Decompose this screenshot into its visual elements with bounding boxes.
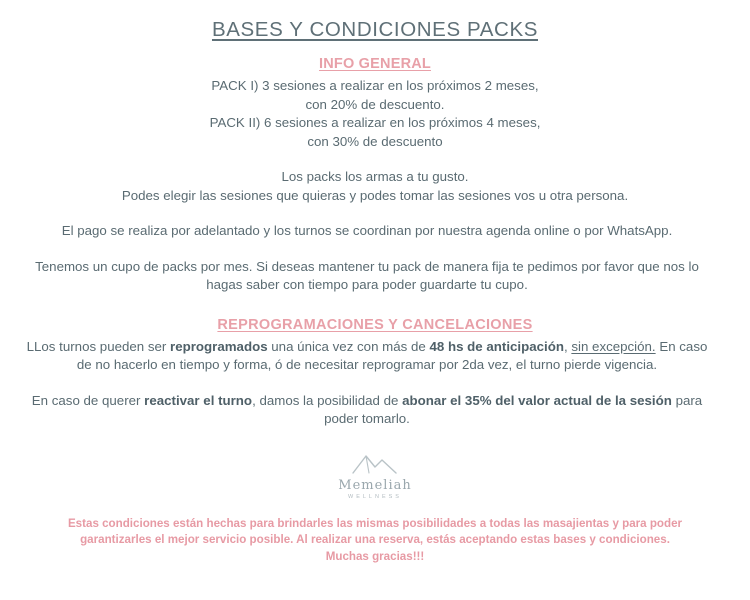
footer-note xyxy=(55,516,695,566)
reprog-bold-1: reprogramados xyxy=(170,338,268,354)
cupo-paragraph: Tenemos un cupo de packs por mes. Si deseas mantener tu pack de manera fija te pedimos por favor que nos lo hagas saber con tiempo para poder guardarte tu cupo. xyxy=(35,258,699,292)
reactivacion-paragraph xyxy=(22,392,712,429)
brand-subtitle: WELLNESS xyxy=(348,493,402,500)
pack-line-3: PACK II) 6 sesiones a realizar en los próximos 4 meses, xyxy=(209,115,541,130)
pack-line-2: con 20% de descuento. xyxy=(305,96,445,112)
react-text-3: para poder tomarlo. xyxy=(324,392,703,426)
reprog-text-2: una única vez con más de xyxy=(267,338,430,354)
brand-name: Memeliah xyxy=(338,477,412,493)
reprog-text-4: En caso de no hacerlo en tiempo y forma, ó de necesitar reprogramar por 2da vez, el turno pierde vigencia. xyxy=(76,338,708,372)
reprog-bold-2: 48 hs de anticipación xyxy=(429,338,564,354)
reprog-text-1: LLos turnos pueden ser xyxy=(26,338,171,354)
pack-line-1: PACK I) 3 sesiones a realizar en los próximos 2 meses, xyxy=(211,78,539,93)
section-heading-reprogramaciones: REPROGRAMACIONES Y CANCELACIONES xyxy=(217,316,533,333)
reprog-text-3: , xyxy=(563,338,572,354)
footer-line-1: Estas condiciones están hechas para brindarles las mismas posibilidades a todas las masajientas y para poder xyxy=(67,516,683,530)
react-bold-1: reactivar el turno xyxy=(144,392,253,408)
react-text-1: En caso de querer xyxy=(31,392,145,408)
page-title: BASES Y CONDICIONES PACKS xyxy=(211,18,538,41)
section-heading-info-general: INFO GENERAL xyxy=(319,56,431,72)
react-bold-2: abonar el 35% del valor actual de la sesión xyxy=(402,392,672,408)
mountain-logo-icon xyxy=(349,451,401,477)
packs-custom-line-2: Podes elegir las sesiones que quieras y podes tomar las sesiones vos u otra persona. xyxy=(121,187,629,203)
footer-line-2: garantizarles el mejor servicio posible. Al realizar una reserva, estás aceptando estas bases y condiciones. xyxy=(80,533,670,546)
footer-line-3: Muchas gracias!!! xyxy=(325,549,425,563)
reprogramacion-paragraph xyxy=(22,338,712,375)
react-text-2: , damos la posibilidad de xyxy=(252,392,403,408)
packs-custom-line-1: Los packs los armas a tu gusto. xyxy=(281,169,469,184)
brand-logo xyxy=(22,451,728,500)
payment-paragraph: El pago se realiza por adelantado y los turnos se coordinan por nuestra agenda online o por WhatsApp. xyxy=(61,223,673,238)
reprog-underline: sin excepción. xyxy=(571,338,656,354)
pack-line-4: con 30% de descuento xyxy=(307,133,443,149)
